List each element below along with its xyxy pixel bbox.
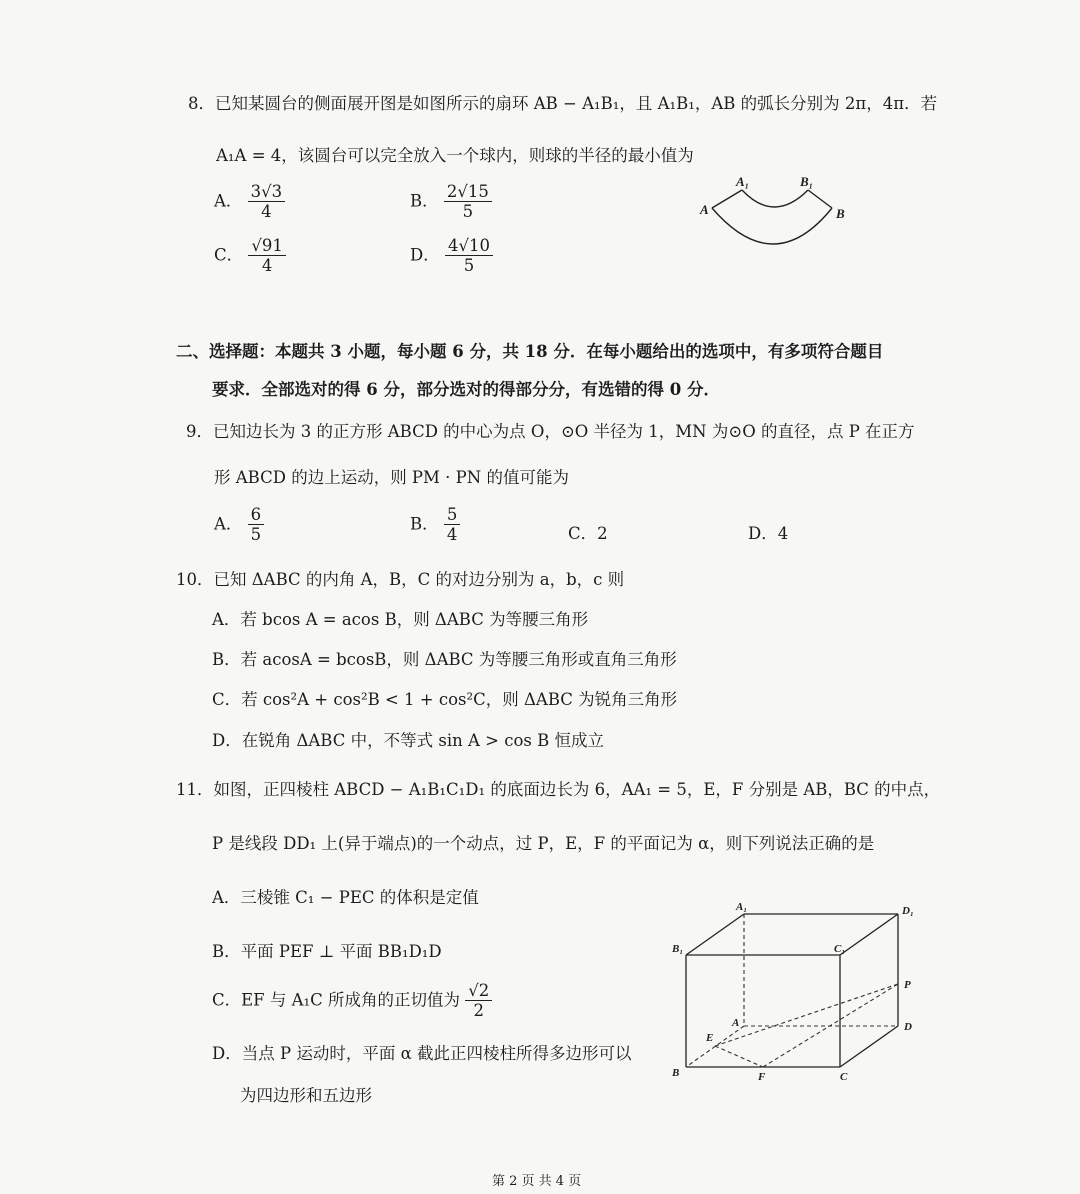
q10-option-c: C．若 cos²A + cos²B < 1 + cos²C，则 ΔABC 为锐角三角形 xyxy=(212,690,678,709)
label-b: B xyxy=(836,206,845,221)
section2-heading-line1: 二、选择题：本题共 3 小题，每小题 6 分，共 18 分．在每小题给出的选项中，有多项符合题目 xyxy=(176,342,884,361)
left-edge xyxy=(712,190,742,208)
q11-option-d-line1: D．当点 P 运动时，平面 α 截此正四棱柱所得多边形可以 xyxy=(212,1044,632,1063)
outer-arc xyxy=(712,208,832,244)
q8-option-b: B． $\frac{2√15}{5}$ xyxy=(410,183,492,221)
label-b1: B₁ xyxy=(672,943,684,955)
edge-d1c1 xyxy=(840,914,898,955)
label-a1: A₁ xyxy=(736,174,750,189)
right-edge xyxy=(808,190,832,208)
q11-line1: 11．如图，正四棱柱 ABCD − A₁B₁C₁D₁ 的底面边长为 6，AA₁ = 5，E，F 分别是 AB，BC 的中点， xyxy=(176,780,941,799)
label-b1: B₁ xyxy=(800,174,814,189)
q8-line1: 8．已知某圆台的侧面展开图是如图所示的扇环 AB − A₁B₁，且 A₁B₁，AB 的弧长分别为 2π，4π．若 xyxy=(188,94,938,113)
edge-cd xyxy=(840,1026,898,1067)
q8-option-a: A． $\frac{3√3}{4}$ xyxy=(214,183,285,221)
q9-option-d: D．4 xyxy=(748,524,789,543)
label-e: E xyxy=(706,1032,714,1044)
q10-option-b: B．若 acosA = bcosB，则 ΔABC 为等腰三角形或直角三角形 xyxy=(212,650,677,669)
q10-option-d: D．在锐角 ΔABC 中，不等式 sin A > cos B 恒成立 xyxy=(212,731,604,750)
label-c: C xyxy=(840,1071,848,1083)
q10-stem: 10．已知 ΔABC 的内角 A，B，C 的对边分别为 a，b，c 则 xyxy=(176,570,625,589)
q11-option-d-line2: 为四边形和五边形 xyxy=(240,1086,372,1105)
segment-ef xyxy=(715,1046,763,1067)
section2-heading-line2: 要求．全部选对的得 6 分，部分选对的得部分分，有选错的得 0 分． xyxy=(212,380,720,399)
q9-option-c: C．2 xyxy=(568,524,608,543)
edge-a1b1 xyxy=(686,914,744,955)
label-c1: C₁ xyxy=(834,943,846,955)
label-a: A xyxy=(732,1017,740,1029)
page-footer: 第 2 页 共 4 页 xyxy=(492,1174,582,1189)
q11-option-c: C．EF 与 A₁C 所成角的正切值为 $\frac{√2}{2}$ xyxy=(212,982,492,1020)
label-d: D xyxy=(904,1021,912,1033)
q11-prism-figure xyxy=(668,900,928,1090)
q9-line1: 9．已知边长为 3 的正方形 ABCD 的中心为点 O，⊙O 半径为 1，MN 为⊙O 的直径，点 P 在正方 xyxy=(186,422,915,441)
q11-option-b: B．平面 PEF ⊥ 平面 BB₁D₁D xyxy=(212,942,442,961)
label-a1: A₁ xyxy=(736,901,748,913)
q8-option-c: C． $\frac{√91}{4}$ xyxy=(214,237,286,275)
label-b: B xyxy=(672,1067,680,1079)
q8-sector-ring-figure xyxy=(690,170,860,260)
label-p: P xyxy=(904,979,911,991)
label-a: A xyxy=(700,202,709,217)
label-f: F xyxy=(758,1071,766,1083)
q11-line2: P 是线段 DD₁ 上(异于端点)的一个动点，过 P，E，F 的平面记为 α，则下列说法正确的是 xyxy=(212,834,875,853)
inner-arc xyxy=(742,190,808,207)
q11-option-a: A．三棱锥 C₁ − PEC 的体积是定值 xyxy=(212,888,479,907)
label-d1: D₁ xyxy=(902,905,914,917)
q9-option-a: A． $\frac{6}{5}$ xyxy=(214,506,264,544)
segment-ep xyxy=(715,984,898,1046)
q8-option-d: D． $\frac{4√10}{5}$ xyxy=(410,237,493,275)
q9-line2: 形 ABCD 的边上运动，则 PM · PN 的值可能为 xyxy=(214,468,569,487)
q8-line2: A₁A = 4，该圆台可以完全放入一个球内，则球的半径的最小值为 xyxy=(216,146,694,165)
q9-option-b: B． $\frac{5}{4}$ xyxy=(410,506,460,544)
q10-option-a: A．若 bcos A = acos B，则 ΔABC 为等腰三角形 xyxy=(212,610,589,629)
